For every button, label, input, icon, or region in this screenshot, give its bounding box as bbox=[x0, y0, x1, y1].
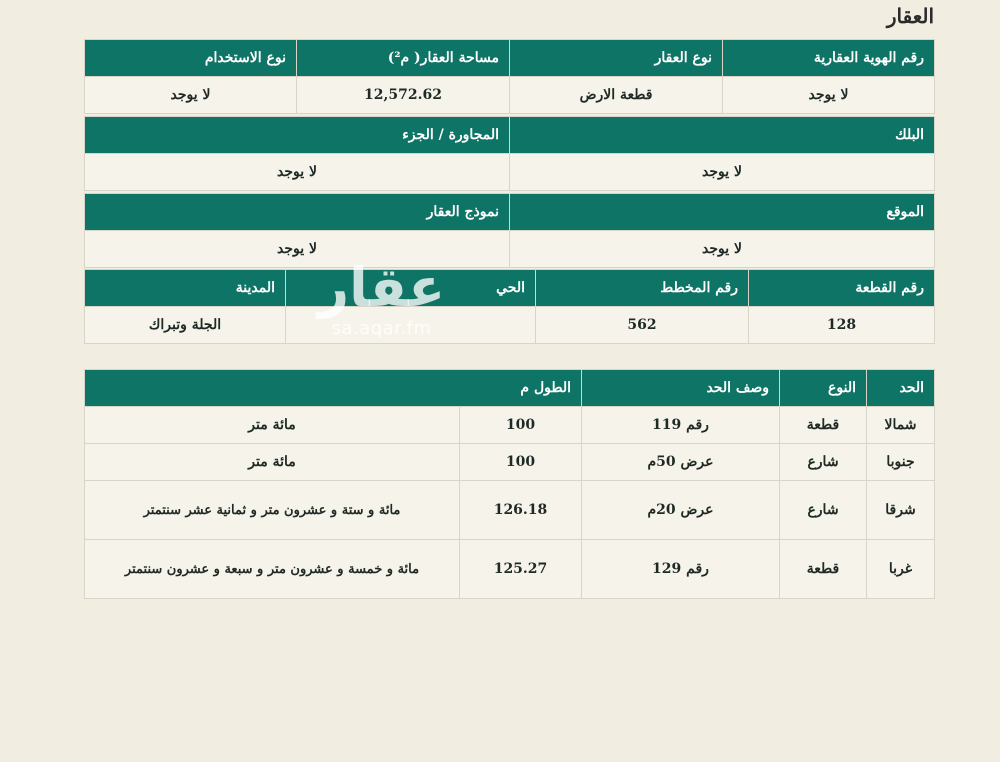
header-block: البلك bbox=[510, 117, 935, 154]
table-row bbox=[85, 407, 935, 444]
cell-length: 126.18 bbox=[460, 481, 582, 540]
header-location: الموقع bbox=[510, 194, 935, 231]
header-plot-number: رقم القطعة bbox=[749, 270, 935, 307]
cell-side: شرقا bbox=[867, 481, 935, 540]
header-plan-number: رقم المخطط bbox=[536, 270, 749, 307]
header-property-id: رقم الهوية العقارية bbox=[723, 40, 935, 77]
header-usage-type: نوع الاستخدام bbox=[85, 40, 297, 77]
value-block: لا يوجد bbox=[510, 154, 935, 191]
cell-length: 125.27 bbox=[460, 540, 582, 599]
cell-length: 100 bbox=[460, 444, 582, 481]
header-side: الحد bbox=[867, 370, 935, 407]
value-neighbourhood-part: لا يوجد bbox=[85, 154, 510, 191]
value-property-area: 12,572.62 bbox=[297, 77, 510, 114]
boundaries-table bbox=[84, 369, 935, 599]
value-district bbox=[286, 307, 536, 344]
cell-length-text: مائة متر bbox=[85, 444, 460, 481]
value-location: لا يوجد bbox=[510, 231, 935, 268]
plot-table bbox=[84, 269, 935, 344]
cell-side: غربا bbox=[867, 540, 935, 599]
block-table bbox=[84, 116, 935, 191]
header-property-model: نموذج العقار bbox=[85, 194, 510, 231]
location-table bbox=[84, 193, 935, 268]
value-property-model: لا يوجد bbox=[85, 231, 510, 268]
header-city: المدينة bbox=[85, 270, 286, 307]
cell-type: شارع bbox=[780, 481, 867, 540]
cell-type: قطعة bbox=[780, 540, 867, 599]
header-type: النوع bbox=[780, 370, 867, 407]
header-length: الطول م bbox=[85, 370, 582, 407]
cell-description: رقم 119 bbox=[582, 407, 780, 444]
header-description: وصف الحد bbox=[582, 370, 780, 407]
cell-description: رقم 129 bbox=[582, 540, 780, 599]
table-row bbox=[85, 481, 935, 540]
cell-length-text: مائة متر bbox=[85, 407, 460, 444]
cell-length-text: مائة و ستة و عشرون متر و ثمانية عشر سنتمتر bbox=[85, 481, 460, 540]
header-property-type: نوع العقار bbox=[510, 40, 723, 77]
cell-length-text: مائة و خمسة و عشرون متر و سبعة و عشرون سنتمتر bbox=[85, 540, 460, 599]
header-neighbourhood-part: المجاورة / الجزء bbox=[85, 117, 510, 154]
watermark-url: sa.aqar.fm bbox=[331, 318, 432, 339]
value-plot-number: 128 bbox=[749, 307, 935, 344]
value-property-type: قطعة الارض bbox=[510, 77, 723, 114]
cell-type: شارع bbox=[780, 444, 867, 481]
value-plan-number: 562 bbox=[536, 307, 749, 344]
watermark-logo: عقار bbox=[318, 256, 446, 319]
value-property-id: لا يوجد bbox=[723, 77, 935, 114]
cell-description: عرض 20م bbox=[582, 481, 780, 540]
property-info-table bbox=[84, 39, 935, 114]
table-row bbox=[85, 540, 935, 599]
cell-side: جنوبا bbox=[867, 444, 935, 481]
value-usage-type: لا يوجد bbox=[85, 77, 297, 114]
value-city: الجلة وتبراك bbox=[85, 307, 286, 344]
table-row bbox=[85, 444, 935, 481]
header-property-area: مساحة العقار( م²) bbox=[297, 40, 510, 77]
page-title: العقار bbox=[886, 4, 934, 28]
cell-length: 100 bbox=[460, 407, 582, 444]
cell-description: عرض 50م bbox=[582, 444, 780, 481]
cell-type: قطعة bbox=[780, 407, 867, 444]
cell-side: شمالا bbox=[867, 407, 935, 444]
header-district: الحي bbox=[286, 270, 536, 307]
